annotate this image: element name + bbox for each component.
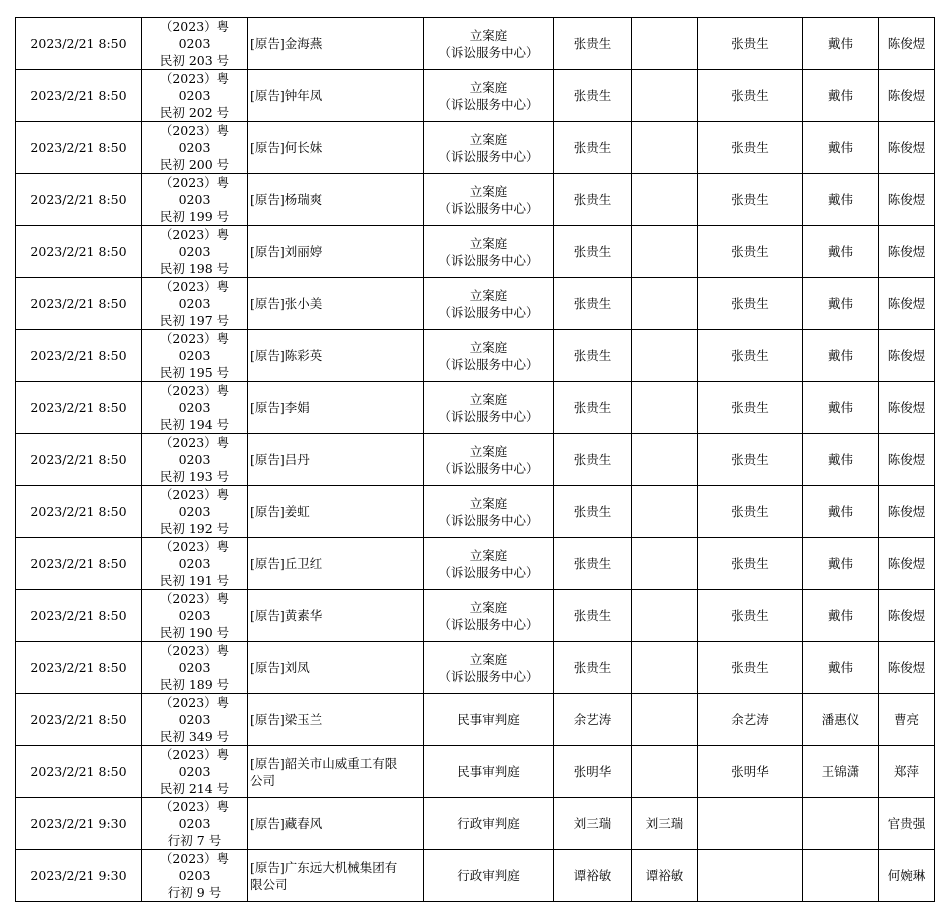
judge-cell: 张贵生 bbox=[554, 434, 632, 486]
judge-cell: 张贵生 bbox=[554, 174, 632, 226]
case-number-cell bbox=[142, 174, 248, 226]
case-number-cell bbox=[142, 850, 248, 902]
party-cell-line: 限公司 bbox=[250, 876, 288, 892]
case-number-cell-line: 行初 7 号 bbox=[167, 833, 222, 848]
presiding-judge-cell bbox=[632, 18, 698, 70]
clerk-cell: 陈俊煜 bbox=[879, 486, 935, 538]
table-row bbox=[16, 798, 935, 850]
hearing-time-cell: 2023/2/21 8:50 bbox=[16, 746, 142, 798]
presiding-judge-cell bbox=[632, 174, 698, 226]
table-row bbox=[16, 226, 935, 278]
hearing-time-cell: 2023/2/21 8:50 bbox=[16, 382, 142, 434]
case-number-cell-line: （2023）粤 0203 bbox=[159, 487, 230, 519]
judge-cell: 张贵生 bbox=[554, 486, 632, 538]
clerk-cell: 陈俊煜 bbox=[879, 18, 935, 70]
presiding-judge-cell bbox=[632, 382, 698, 434]
case-number-cell bbox=[142, 330, 248, 382]
table-row bbox=[16, 434, 935, 486]
case-number-cell-line: 行初 9 号 bbox=[167, 885, 222, 900]
court-division-cell bbox=[424, 486, 554, 538]
case-number-cell bbox=[142, 434, 248, 486]
hearing-time-cell: 2023/2/21 8:50 bbox=[16, 590, 142, 642]
panel-chief-cell: 张贵生 bbox=[698, 70, 803, 122]
party-cell-line: [原告]黄素华 bbox=[250, 608, 323, 623]
party-cell-line: [原告]杨瑞爽 bbox=[250, 192, 323, 207]
case-number-cell-line: 民初 197 号 bbox=[159, 313, 230, 328]
case-number-cell bbox=[142, 122, 248, 174]
judge-cell: 张贵生 bbox=[554, 278, 632, 330]
panel-member-cell: 戴伟 bbox=[803, 278, 879, 330]
party-cell bbox=[248, 122, 424, 174]
hearing-time-cell: 2023/2/21 9:30 bbox=[16, 798, 142, 850]
panel-member-cell: 戴伟 bbox=[803, 70, 879, 122]
table-body bbox=[16, 18, 935, 902]
party-cell bbox=[248, 434, 424, 486]
clerk-cell: 曹亮 bbox=[879, 694, 935, 746]
judge-cell: 张贵生 bbox=[554, 590, 632, 642]
party-cell bbox=[248, 70, 424, 122]
party-cell-line: [原告]何长妹 bbox=[250, 140, 323, 155]
case-number-cell-line: （2023）粤 0203 bbox=[159, 591, 230, 623]
court-division-cell-line: （诉讼服务中心） bbox=[438, 512, 539, 528]
court-division-cell-line: （诉讼服务中心） bbox=[438, 96, 539, 112]
party-cell-line: [原告]刘凤 bbox=[250, 660, 310, 675]
case-number-cell-line: 民初 198 号 bbox=[159, 261, 230, 276]
presiding-judge-cell bbox=[632, 694, 698, 746]
party-cell-line: [原告]李娟 bbox=[250, 400, 310, 415]
judge-cell: 刘三瑞 bbox=[554, 798, 632, 850]
case-number-cell-line: （2023）粤 0203 bbox=[159, 799, 230, 831]
case-number-cell-line: 民初 200 号 bbox=[159, 157, 230, 172]
court-division-cell-line: （诉讼服务中心） bbox=[438, 44, 539, 60]
case-number-cell-line: （2023）粤 0203 bbox=[159, 435, 230, 467]
case-number-cell-line: （2023）粤 0203 bbox=[159, 747, 230, 779]
court-division-cell-line: 行政审判庭 bbox=[457, 816, 520, 831]
clerk-cell: 陈俊煜 bbox=[879, 226, 935, 278]
court-division-cell bbox=[424, 642, 554, 694]
panel-chief-cell: 张贵生 bbox=[698, 18, 803, 70]
case-number-cell-line: 民初 193 号 bbox=[159, 469, 230, 484]
panel-chief-cell: 张贵生 bbox=[698, 590, 803, 642]
clerk-cell: 陈俊煜 bbox=[879, 538, 935, 590]
court-division-cell-line: 立案庭 bbox=[469, 547, 508, 563]
court-division-cell-line: 立案庭 bbox=[469, 495, 508, 511]
case-number-cell-line: 民初 202 号 bbox=[159, 105, 230, 120]
clerk-cell: 陈俊煜 bbox=[879, 590, 935, 642]
case-number-cell bbox=[142, 382, 248, 434]
case-number-cell bbox=[142, 746, 248, 798]
party-cell bbox=[248, 486, 424, 538]
case-number-cell-line: 民初 190 号 bbox=[159, 625, 230, 640]
case-number-cell-line: （2023）粤 0203 bbox=[159, 851, 230, 883]
clerk-cell: 陈俊煜 bbox=[879, 330, 935, 382]
clerk-cell: 郑萍 bbox=[879, 746, 935, 798]
presiding-judge-cell bbox=[632, 330, 698, 382]
panel-member-cell: 王锦潇 bbox=[803, 746, 879, 798]
party-cell bbox=[248, 278, 424, 330]
presiding-judge-cell bbox=[632, 278, 698, 330]
panel-member-cell: 戴伟 bbox=[803, 538, 879, 590]
party-cell bbox=[248, 642, 424, 694]
clerk-cell: 陈俊煜 bbox=[879, 278, 935, 330]
table-row bbox=[16, 174, 935, 226]
party-cell bbox=[248, 18, 424, 70]
table-row bbox=[16, 538, 935, 590]
table-row bbox=[16, 590, 935, 642]
hearing-time-cell: 2023/2/21 8:50 bbox=[16, 226, 142, 278]
court-division-cell bbox=[424, 798, 554, 850]
party-cell-line: [原告]陈彩英 bbox=[250, 348, 323, 363]
panel-member-cell bbox=[803, 850, 879, 902]
presiding-judge-cell: 谭裕敏 bbox=[632, 850, 698, 902]
hearing-time-cell: 2023/2/21 8:50 bbox=[16, 486, 142, 538]
panel-chief-cell: 张贵生 bbox=[698, 226, 803, 278]
hearing-time-cell: 2023/2/21 8:50 bbox=[16, 278, 142, 330]
case-number-cell-line: 民初 214 号 bbox=[159, 781, 230, 796]
clerk-cell: 陈俊煜 bbox=[879, 174, 935, 226]
panel-chief-cell: 张贵生 bbox=[698, 278, 803, 330]
party-cell-line: [原告]广东远大机械集团有 bbox=[250, 859, 398, 875]
panel-member-cell: 戴伟 bbox=[803, 122, 879, 174]
court-division-cell bbox=[424, 382, 554, 434]
clerk-cell: 陈俊煜 bbox=[879, 70, 935, 122]
judge-cell: 张明华 bbox=[554, 746, 632, 798]
judge-cell: 张贵生 bbox=[554, 226, 632, 278]
panel-member-cell: 潘惠仪 bbox=[803, 694, 879, 746]
case-number-cell-line: （2023）粤 0203 bbox=[159, 175, 230, 207]
panel-member-cell: 戴伟 bbox=[803, 330, 879, 382]
court-division-cell-line: （诉讼服务中心） bbox=[438, 252, 539, 268]
judge-cell: 张贵生 bbox=[554, 18, 632, 70]
panel-member-cell: 戴伟 bbox=[803, 18, 879, 70]
party-cell-line: [原告]金海燕 bbox=[250, 36, 323, 51]
party-cell bbox=[248, 590, 424, 642]
case-number-cell-line: （2023）粤 0203 bbox=[159, 19, 230, 51]
court-division-cell bbox=[424, 278, 554, 330]
court-division-cell-line: 立案庭 bbox=[469, 651, 508, 667]
presiding-judge-cell bbox=[632, 122, 698, 174]
case-number-cell-line: 民初 203 号 bbox=[159, 53, 230, 68]
party-cell-line: [原告]张小美 bbox=[250, 296, 323, 311]
presiding-judge-cell bbox=[632, 746, 698, 798]
panel-member-cell: 戴伟 bbox=[803, 642, 879, 694]
panel-member-cell bbox=[803, 798, 879, 850]
case-number-cell-line: （2023）粤 0203 bbox=[159, 383, 230, 415]
panel-chief-cell: 张贵生 bbox=[698, 174, 803, 226]
party-cell-line: [原告]韶关市山威重工有限 bbox=[250, 755, 398, 771]
clerk-cell: 陈俊煜 bbox=[879, 434, 935, 486]
presiding-judge-cell bbox=[632, 538, 698, 590]
panel-chief-cell: 张贵生 bbox=[698, 642, 803, 694]
case-number-cell-line: 民初 192 号 bbox=[159, 521, 230, 536]
table-row bbox=[16, 122, 935, 174]
judge-cell: 张贵生 bbox=[554, 382, 632, 434]
judge-cell: 张贵生 bbox=[554, 70, 632, 122]
case-number-cell bbox=[142, 694, 248, 746]
panel-member-cell: 戴伟 bbox=[803, 434, 879, 486]
table-row bbox=[16, 642, 935, 694]
case-number-cell-line: （2023）粤 0203 bbox=[159, 539, 230, 571]
party-cell bbox=[248, 174, 424, 226]
judge-cell: 余艺涛 bbox=[554, 694, 632, 746]
court-division-cell-line: 立案庭 bbox=[469, 183, 508, 199]
party-cell-line: [原告]丘卫红 bbox=[250, 556, 323, 571]
clerk-cell: 陈俊煜 bbox=[879, 642, 935, 694]
panel-chief-cell: 张贵生 bbox=[698, 122, 803, 174]
case-number-cell-line: 民初 194 号 bbox=[159, 417, 230, 432]
clerk-cell: 陈俊煜 bbox=[879, 122, 935, 174]
court-division-cell-line: 立案庭 bbox=[469, 391, 508, 407]
court-division-cell-line: （诉讼服务中心） bbox=[438, 616, 539, 632]
court-division-cell bbox=[424, 590, 554, 642]
presiding-judge-cell bbox=[632, 434, 698, 486]
table-row bbox=[16, 746, 935, 798]
presiding-judge-cell bbox=[632, 642, 698, 694]
court-division-cell-line: （诉讼服务中心） bbox=[438, 304, 539, 320]
clerk-cell: 官贵强 bbox=[879, 798, 935, 850]
party-cell-line: [原告]吕丹 bbox=[250, 452, 310, 467]
party-cell bbox=[248, 382, 424, 434]
court-division-cell-line: 立案庭 bbox=[469, 599, 508, 615]
court-division-cell-line: 民事审判庭 bbox=[457, 764, 520, 779]
hearing-time-cell: 2023/2/21 9:30 bbox=[16, 850, 142, 902]
case-number-cell bbox=[142, 642, 248, 694]
party-cell-line: [原告]姜虹 bbox=[250, 504, 310, 519]
case-number-cell-line: 民初 189 号 bbox=[159, 677, 230, 692]
case-number-cell-line: （2023）粤 0203 bbox=[159, 279, 230, 311]
table-row bbox=[16, 18, 935, 70]
hearing-time-cell: 2023/2/21 8:50 bbox=[16, 434, 142, 486]
judge-cell: 张贵生 bbox=[554, 538, 632, 590]
case-number-cell bbox=[142, 226, 248, 278]
hearing-time-cell: 2023/2/21 8:50 bbox=[16, 642, 142, 694]
hearing-time-cell: 2023/2/21 8:50 bbox=[16, 538, 142, 590]
court-division-cell bbox=[424, 850, 554, 902]
court-division-cell-line: 立案庭 bbox=[469, 79, 508, 95]
party-cell bbox=[248, 226, 424, 278]
hearing-time-cell: 2023/2/21 8:50 bbox=[16, 174, 142, 226]
panel-member-cell: 戴伟 bbox=[803, 226, 879, 278]
judge-cell: 张贵生 bbox=[554, 330, 632, 382]
party-cell-line: 公司 bbox=[250, 772, 276, 788]
court-division-cell-line: 立案庭 bbox=[469, 131, 508, 147]
table-row bbox=[16, 694, 935, 746]
party-cell bbox=[248, 538, 424, 590]
panel-member-cell: 戴伟 bbox=[803, 174, 879, 226]
presiding-judge-cell bbox=[632, 70, 698, 122]
case-number-cell bbox=[142, 538, 248, 590]
panel-chief-cell: 张贵生 bbox=[698, 330, 803, 382]
case-number-cell-line: （2023）粤 0203 bbox=[159, 71, 230, 103]
hearing-schedule-table bbox=[15, 17, 935, 902]
court-division-cell-line: （诉讼服务中心） bbox=[438, 356, 539, 372]
court-division-cell bbox=[424, 18, 554, 70]
hearing-time-cell: 2023/2/21 8:50 bbox=[16, 18, 142, 70]
case-number-cell-line: （2023）粤 0203 bbox=[159, 695, 230, 727]
court-division-cell-line: 立案庭 bbox=[469, 339, 508, 355]
court-division-cell-line: （诉讼服务中心） bbox=[438, 408, 539, 424]
court-division-cell-line: （诉讼服务中心） bbox=[438, 200, 539, 216]
case-number-cell-line: 民初 199 号 bbox=[159, 209, 230, 224]
court-division-cell-line: 行政审判庭 bbox=[457, 868, 520, 883]
judge-cell: 张贵生 bbox=[554, 642, 632, 694]
panel-chief-cell: 张贵生 bbox=[698, 382, 803, 434]
case-number-cell-line: 民初 349 号 bbox=[159, 729, 230, 744]
case-number-cell bbox=[142, 18, 248, 70]
court-division-cell bbox=[424, 330, 554, 382]
party-cell bbox=[248, 746, 424, 798]
panel-member-cell: 戴伟 bbox=[803, 590, 879, 642]
party-cell-line: [原告]藏春风 bbox=[250, 816, 323, 831]
presiding-judge-cell bbox=[632, 486, 698, 538]
court-division-cell-line: 立案庭 bbox=[469, 287, 508, 303]
panel-chief-cell bbox=[698, 850, 803, 902]
clerk-cell: 何婉琳 bbox=[879, 850, 935, 902]
panel-chief-cell bbox=[698, 798, 803, 850]
table-row bbox=[16, 382, 935, 434]
judge-cell: 张贵生 bbox=[554, 122, 632, 174]
court-division-cell-line: （诉讼服务中心） bbox=[438, 668, 539, 684]
party-cell-line: [原告]梁玉兰 bbox=[250, 712, 323, 727]
presiding-judge-cell: 刘三瑞 bbox=[632, 798, 698, 850]
party-cell bbox=[248, 694, 424, 746]
court-division-cell-line: 民事审判庭 bbox=[457, 712, 520, 727]
table-row bbox=[16, 278, 935, 330]
court-division-cell bbox=[424, 434, 554, 486]
table-row bbox=[16, 850, 935, 902]
case-number-cell bbox=[142, 798, 248, 850]
table-row bbox=[16, 70, 935, 122]
hearing-time-cell: 2023/2/21 8:50 bbox=[16, 694, 142, 746]
party-cell-line: [原告]钟年凤 bbox=[250, 88, 323, 103]
panel-chief-cell: 张明华 bbox=[698, 746, 803, 798]
party-cell-line: [原告]刘丽婷 bbox=[250, 244, 323, 259]
case-number-cell-line: （2023）粤 0203 bbox=[159, 331, 230, 363]
hearing-time-cell: 2023/2/21 8:50 bbox=[16, 70, 142, 122]
panel-chief-cell: 张贵生 bbox=[698, 486, 803, 538]
court-division-cell-line: （诉讼服务中心） bbox=[438, 148, 539, 164]
court-division-cell-line: 立案庭 bbox=[469, 235, 508, 251]
court-division-cell-line: （诉讼服务中心） bbox=[438, 460, 539, 476]
clerk-cell: 陈俊煜 bbox=[879, 382, 935, 434]
case-number-cell bbox=[142, 590, 248, 642]
party-cell bbox=[248, 850, 424, 902]
court-division-cell bbox=[424, 746, 554, 798]
case-number-cell bbox=[142, 70, 248, 122]
court-division-cell-line: 立案庭 bbox=[469, 443, 508, 459]
party-cell bbox=[248, 798, 424, 850]
panel-chief-cell: 余艺涛 bbox=[698, 694, 803, 746]
case-number-cell bbox=[142, 278, 248, 330]
court-division-cell bbox=[424, 70, 554, 122]
case-number-cell bbox=[142, 486, 248, 538]
panel-member-cell: 戴伟 bbox=[803, 486, 879, 538]
case-number-cell-line: （2023）粤 0203 bbox=[159, 643, 230, 675]
court-division-cell-line: （诉讼服务中心） bbox=[438, 564, 539, 580]
judge-cell: 谭裕敏 bbox=[554, 850, 632, 902]
court-division-cell bbox=[424, 538, 554, 590]
case-number-cell-line: （2023）粤 0203 bbox=[159, 227, 230, 259]
presiding-judge-cell bbox=[632, 590, 698, 642]
panel-chief-cell: 张贵生 bbox=[698, 538, 803, 590]
court-division-cell-line: 立案庭 bbox=[469, 27, 508, 43]
case-number-cell-line: 民初 195 号 bbox=[159, 365, 230, 380]
case-number-cell-line: 民初 191 号 bbox=[159, 573, 230, 588]
table-row bbox=[16, 330, 935, 382]
panel-chief-cell: 张贵生 bbox=[698, 434, 803, 486]
hearing-time-cell: 2023/2/21 8:50 bbox=[16, 122, 142, 174]
hearing-time-cell: 2023/2/21 8:50 bbox=[16, 330, 142, 382]
court-division-cell bbox=[424, 694, 554, 746]
presiding-judge-cell bbox=[632, 226, 698, 278]
court-division-cell bbox=[424, 226, 554, 278]
case-number-cell-line: （2023）粤 0203 bbox=[159, 123, 230, 155]
court-division-cell bbox=[424, 174, 554, 226]
party-cell bbox=[248, 330, 424, 382]
court-division-cell bbox=[424, 122, 554, 174]
panel-member-cell: 戴伟 bbox=[803, 382, 879, 434]
table-row bbox=[16, 486, 935, 538]
